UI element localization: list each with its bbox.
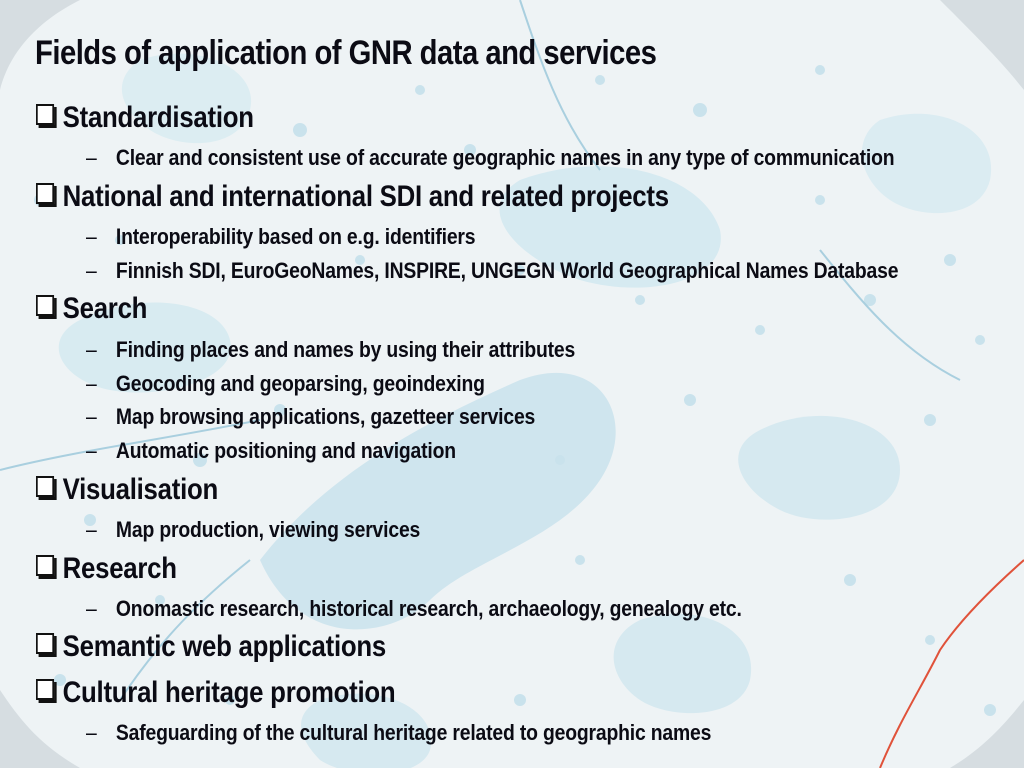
section-heading: Standardisation [62, 101, 254, 134]
dash-bullet: – [86, 258, 97, 283]
sub-item [86, 145, 894, 171]
sub-item [86, 371, 485, 397]
section-heading: National and international SDI and related projects [62, 180, 669, 213]
section-heading: Search [62, 292, 148, 325]
sub-item-text: Finnish SDI, EuroGeoNames, INSPIRE, UNGEGN World Geographical Names Database [115, 258, 899, 283]
sub-item-text: Geocoding and geoparsing, geoindexing [115, 371, 485, 396]
sub-item [86, 720, 711, 746]
sub-item [86, 337, 575, 363]
dash-bullet: – [86, 438, 97, 463]
dash-bullet: – [86, 145, 97, 170]
section-heading: Research [62, 552, 177, 585]
section-research [36, 552, 177, 586]
section-heading: Semantic web applications [62, 630, 386, 663]
section-visualisation [36, 473, 218, 507]
section-sdi [36, 180, 669, 214]
checkbox-bullet-icon [36, 295, 54, 316]
checkbox-bullet-icon [36, 679, 54, 700]
sub-item [86, 517, 420, 543]
section-search [36, 292, 147, 326]
sub-item-text: Finding places and names by using their attributes [115, 337, 576, 362]
slide-title: Fields of application of GNR data and services [35, 34, 657, 72]
checkbox-bullet-icon [36, 183, 54, 204]
dash-bullet: – [86, 224, 97, 249]
sub-item-text: Automatic positioning and navigation [115, 438, 456, 463]
checkbox-bullet-icon [36, 476, 54, 497]
dash-bullet: – [86, 596, 97, 621]
section-semantic-web [36, 630, 386, 664]
dash-bullet: – [86, 517, 97, 542]
dash-bullet: – [86, 337, 97, 362]
sub-item [86, 438, 456, 464]
dash-bullet: – [86, 404, 97, 429]
sub-item-text: Onomastic research, historical research, archaeology, genealogy etc. [115, 596, 742, 621]
section-cultural-heritage [36, 676, 395, 710]
sub-item-text: Safeguarding of the cultural heritage related to geographic names [115, 720, 712, 745]
dash-bullet: – [86, 371, 97, 396]
sub-item [86, 596, 742, 622]
sub-item-text: Clear and consistent use of accurate geographic names in any type of communication [115, 145, 895, 170]
checkbox-bullet-icon [36, 104, 54, 125]
checkbox-bullet-icon [36, 555, 54, 576]
section-heading: Visualisation [62, 473, 218, 506]
sub-item [86, 404, 535, 430]
section-heading: Cultural heritage promotion [62, 676, 396, 709]
sub-item-text: Map browsing applications, gazetteer services [115, 404, 536, 429]
sub-item-text: Map production, viewing services [115, 517, 421, 542]
sub-item [86, 258, 898, 284]
checkbox-bullet-icon [36, 633, 54, 654]
sub-item-text: Interoperability based on e.g. identifiers [115, 224, 476, 249]
sub-item [86, 224, 475, 250]
section-standardisation [36, 101, 254, 135]
dash-bullet: – [86, 720, 97, 745]
